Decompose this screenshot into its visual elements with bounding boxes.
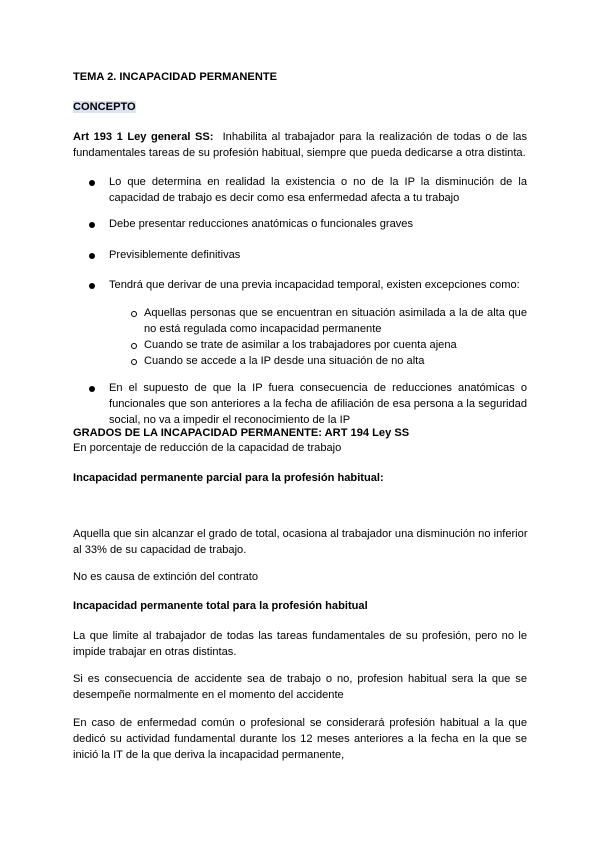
sub-bullet-2: Cuando se trate de asimilar a los trabajadores por cuenta ajena — [144, 339, 457, 351]
bullet-5: En el supuesto de que la IP fuera consecuencia de reducciones anatómicas o funcionales que son anteriores a la fecha de afiliación de esa persona a la seguridad social, no va a impedir el reconocimiento de la IP — [109, 382, 527, 426]
total-paragraph-3: En caso de enfermedad común o profesional se considerará profesión habitual a la que dedicó su actividad fundamental durante los 12 meses anteriores a la fecha en la que se inició la IT de la que deriva la incapacidad permanente, — [73, 717, 527, 761]
sub-bullet-3: Cuando se accede a la IP desde una situación de no alta — [144, 355, 425, 367]
bullet-4: Tendrá que derivar de una previa incapacidad temporal, existen excepciones como: — [109, 279, 520, 291]
total-paragraph-2: Si es consecuencia de accidente sea de trabajo o no, profesion habitual sera la que se desempeñe normalmente en el momento del accidente — [73, 673, 527, 701]
concepto-heading: CONCEPTO — [73, 101, 136, 113]
art-label: Art 193 1 Ley general SS: — [73, 131, 214, 143]
bullet-2: Debe presentar reducciones anatómicas o funcionales graves — [109, 218, 414, 230]
total-heading: Incapacidad permanente total para la profesión habitual — [73, 600, 368, 612]
concepto-heading-line — [73, 99, 527, 115]
bullet-3: Previsiblemente definitivas — [109, 249, 241, 261]
sub-bullet-1: Aquellas personas que se encuentran en situación asimilada a la de alta que no está regulada como incapacidad permanente — [144, 307, 527, 335]
sub-bullet-circle — [131, 343, 137, 349]
bullet-dot — [89, 180, 95, 186]
total-paragraph-1: La que limite al trabajador de todas las tareas fundamentales de su profesión, pero no le impide trabajar en otras distintas. — [73, 630, 527, 658]
art-paragraph — [73, 129, 527, 161]
document-title: TEMA 2. INCAPACIDAD PERMANENTE — [73, 71, 278, 83]
bullet-1: Lo que determina en realidad la existencia o no de la IP la disminución de la capacidad de trabajo es decir como esa enfermedad afecta a tu trabajo — [109, 176, 527, 204]
parcial-text: Aquella que sin alcanzar el grado de total, ocasiona al trabajador una disminución no inferior al 33% de su capacidad de trabajo. — [73, 528, 528, 556]
grados-heading: GRADOS DE LA INCAPACIDAD PERMANENTE: ART 194 Ley SS — [73, 427, 410, 439]
sub-bullet-circle — [131, 311, 137, 317]
bullet-dot — [89, 386, 95, 392]
parcial-heading: Incapacidad permanente parcial para la profesión habitual: — [73, 472, 384, 484]
sub-bullet-circle — [131, 359, 137, 365]
parcial-note: No es causa de extinción del contrato — [73, 571, 259, 583]
art-text: Inhabilita al trabajador para la realización de todas o de las fundamentales tareas de su profesión habitual, siempre que pueda dedicarse a otra distinta. — [73, 131, 528, 159]
bullet-dot — [89, 253, 95, 259]
bullet-dot — [89, 283, 95, 289]
bullet-dot — [89, 222, 95, 228]
grados-subtitle: En porcentaje de reducción de la capacidad de trabajo — [73, 442, 342, 454]
